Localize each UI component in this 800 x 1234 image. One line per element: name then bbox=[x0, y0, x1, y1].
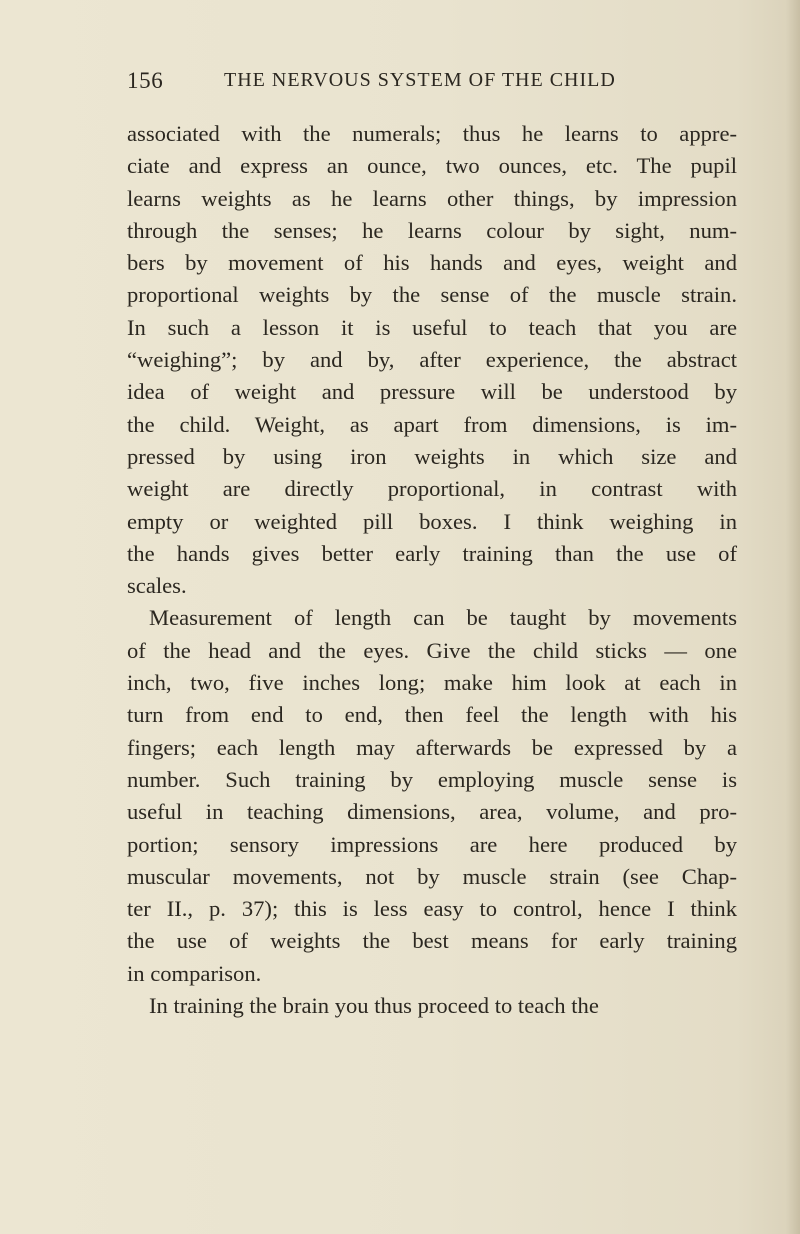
text-line: associated with the numerals; thus he learns to appre- bbox=[127, 121, 737, 146]
text-line: useful in teaching dimensions, area, volume, and pro- bbox=[127, 799, 737, 825]
text-line: weight are directly proportional, in contrast with bbox=[127, 476, 737, 502]
text-line: of the head and the eyes. Give the child sticks — one bbox=[127, 637, 737, 663]
text-line: bers by movement of his hands and eyes, weight and bbox=[127, 250, 737, 276]
running-title: THE NERVOUS SYSTEM OF THE CHILD bbox=[224, 69, 616, 91]
text-line: empty or weighted pill boxes. I think weighing in bbox=[127, 508, 737, 534]
text-line: through the senses; he learns colour by sight, num- bbox=[127, 217, 737, 243]
page-header bbox=[127, 68, 687, 102]
text-line: idea of weight and pressure will be understood by bbox=[127, 379, 737, 405]
text-line: pressed by using iron weights in which size and bbox=[127, 443, 737, 469]
text-line: number. Such training by employing muscle sense is bbox=[127, 766, 737, 792]
text-line: fingers; each length may afterwards be expressed by a bbox=[127, 734, 737, 760]
text-line: proportional weights by the sense of the muscle strain. bbox=[127, 282, 737, 308]
body-text bbox=[127, 118, 737, 1022]
text-line: in comparison. bbox=[127, 960, 262, 986]
text-line: the use of weights the best means for early training bbox=[127, 928, 737, 954]
text-line: the child. Weight, as apart from dimensions, is im- bbox=[127, 411, 737, 437]
text-line: learns weights as he learns other things, by impression bbox=[127, 185, 737, 211]
text-line: the hands gives better early training than the use of bbox=[127, 540, 737, 566]
text-line: inch, two, five inches long; make him look at each in bbox=[127, 670, 737, 696]
text-line: muscular movements, not by muscle strain (see Chap- bbox=[127, 863, 737, 889]
page-edge-shadow bbox=[786, 0, 800, 1234]
text-line: In such a lesson it is useful to teach that you are bbox=[127, 314, 737, 340]
page-number: 156 bbox=[127, 68, 164, 93]
text-line: Measurement of length can be taught by movements bbox=[149, 605, 737, 631]
text-line: turn from end to end, then feel the length with his bbox=[127, 702, 737, 728]
text-line: “weighing”; by and by, after experience, the abstract bbox=[127, 347, 737, 373]
text-line: ter II., p. 37); this is less easy to control, hence I think bbox=[127, 896, 737, 922]
text-line: In training the brain you thus proceed to teach the bbox=[149, 993, 599, 1019]
text-line: ciate and express an ounce, two ounces, etc. The pupil bbox=[127, 153, 737, 179]
text-line: portion; sensory impressions are here produced by bbox=[127, 831, 737, 857]
text-line: scales. bbox=[127, 573, 187, 599]
